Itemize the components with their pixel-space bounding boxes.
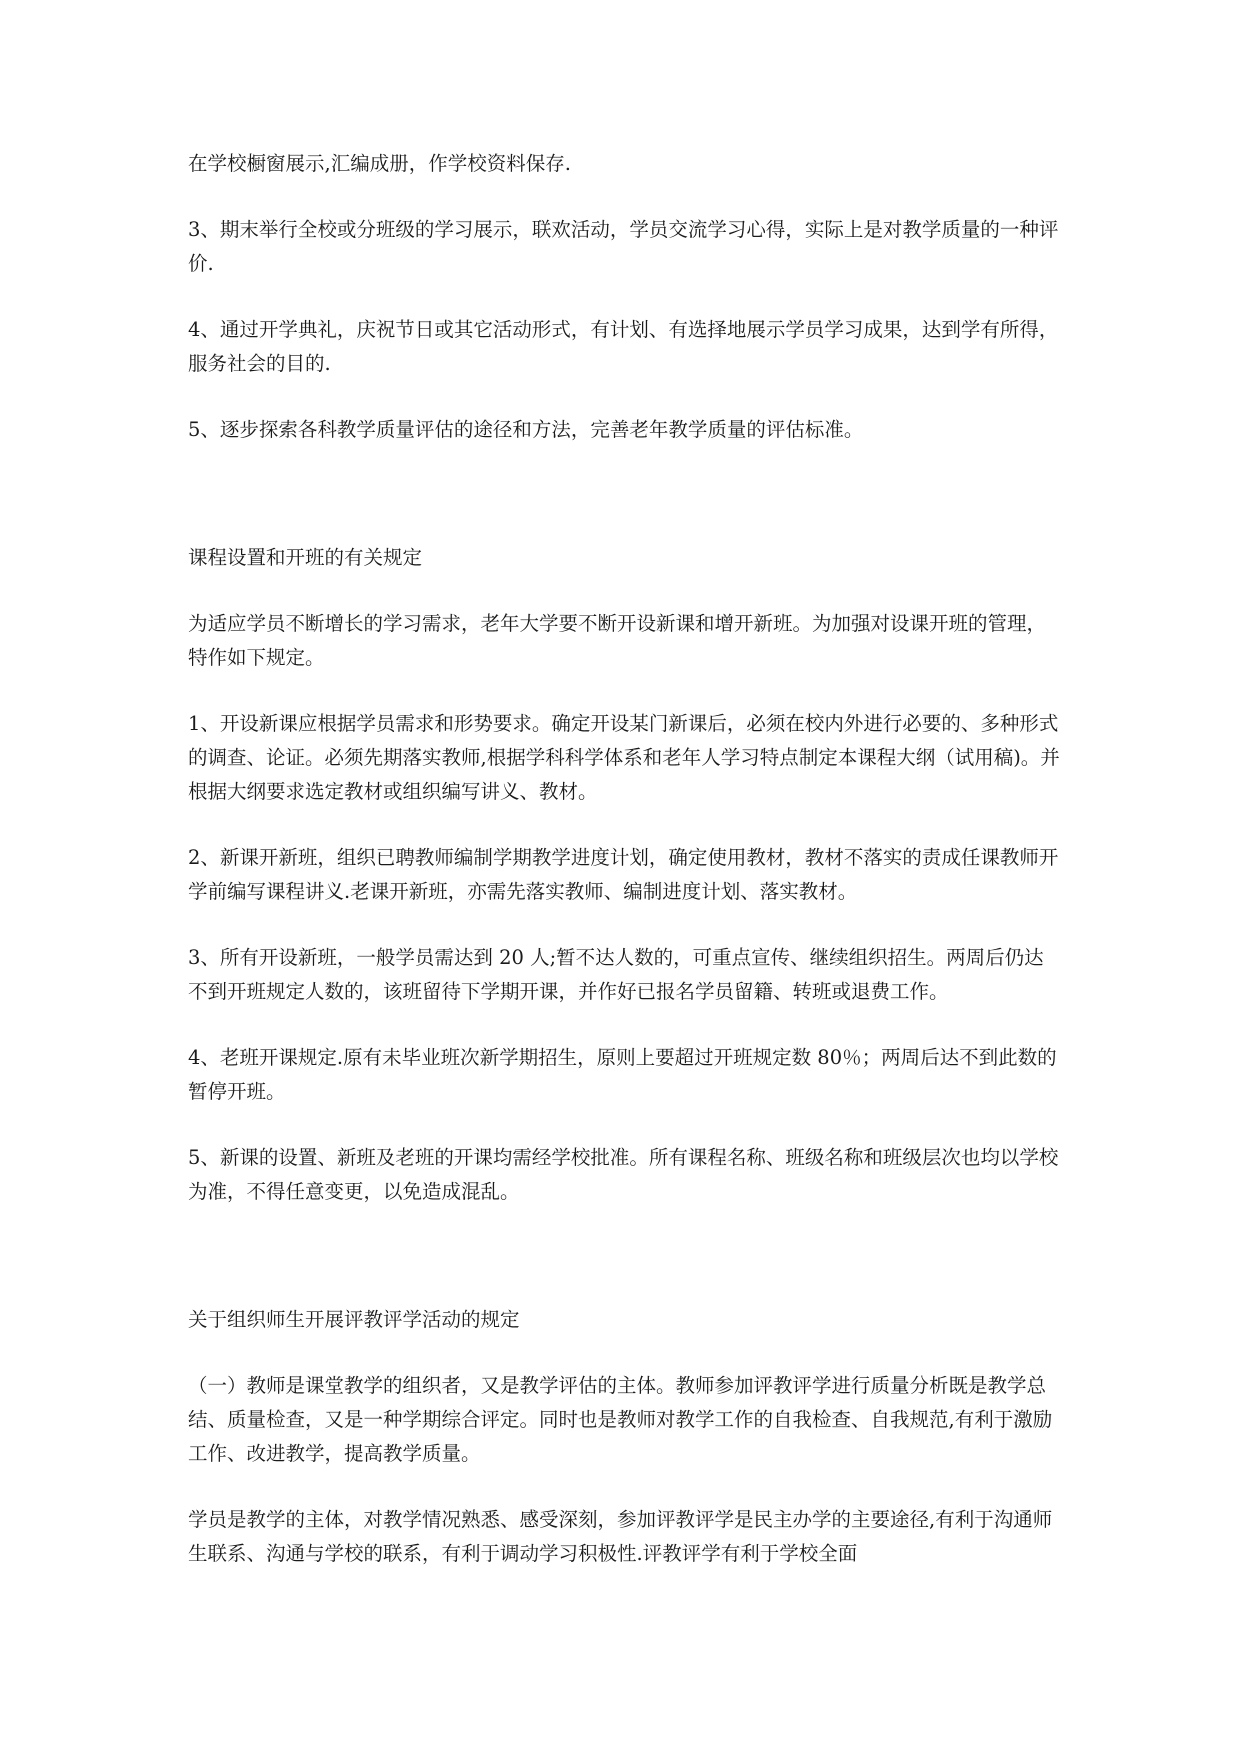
paragraph: 4、老班开课规定.原有未毕业班次新学期招生，原则上要超过开班规定数 80％；两周后达不到此数的暂停开班。	[188, 1046, 1057, 1103]
paragraph: 学员是教学的主体，对教学情况熟悉、感受深刻，参加评教评学是民主办学的主要途径,有利于沟通师生联系、沟通与学校的联系，有利于调动学习积极性.评教评学有利于学校全面	[188, 1508, 1053, 1565]
section-continuation	[188, 147, 1060, 447]
section-course-setup	[188, 541, 1060, 1209]
paragraph: 3、期末举行全校或分班级的学习展示，联欢活动，学员交流学习心得，实际上是对教学质量的一种评价.	[188, 218, 1059, 275]
section-spacer	[188, 1241, 1060, 1303]
paragraph: 2、新课开新班，组织已聘教师编制学期教学进度计划，确定使用教材，教材不落实的责成任课教师开学前编写课程讲义.老课开新班，亦需先落实教师、编制进度计划、落实教材。	[188, 846, 1059, 903]
paragraph: 在学校橱窗展示,汇编成册，作学校资料保存.	[188, 152, 571, 175]
paragraph: 5、逐步探索各科教学质量评估的途径和方法，完善老年教学质量的评估标准。	[188, 418, 864, 441]
section-spacer	[188, 479, 1060, 541]
paragraph: 5、新课的设置、新班及老班的开课均需经学校批准。所有课程名称、班级名称和班级层次也均以学校为准，不得任意变更，以免造成混乱。	[188, 1146, 1059, 1203]
paragraph: 1、开设新课应根据学员需求和形势要求。确定开设某门新课后，必须在校内外进行必要的、多种形式的调查、论证。必须先期落实教师,根据学科科学体系和老年人学习特点制定本课程大纲（试用稿)。并根据大纲要求选定教材或组织编写讲义、教材。	[188, 712, 1060, 803]
paragraph: 4、通过开学典礼，庆祝节日或其它活动形式，有计划、有选择地展示学员学习成果，达到学有所得，服务社会的目的.	[188, 318, 1059, 375]
paragraph: 为适应学员不断增长的学习需求，老年大学要不断开设新课和增开新班。为加强对设课开班的管理，特作如下规定。	[188, 612, 1047, 669]
paragraph: （一）教师是课堂教学的组织者，又是教学评估的主体。教师参加评教评学进行质量分析既是教学总结、质量检查，又是一种学期综合评定。同时也是教师对教学工作的自我检查、自我规范,有利于激励工作、改进教学，提高教学质量。	[188, 1374, 1053, 1465]
section-evaluation	[188, 1303, 1060, 1571]
document-body	[188, 147, 1060, 1603]
section-heading: 关于组织师生开展评教评学活动的规定	[188, 1308, 520, 1331]
paragraph: 3、所有开设新班，一般学员需达到 20 人;暂不达人数的，可重点宣传、继续组织招生。两周后仍达不到开班规定人数的，该班留待下学期开课，并作好已报名学员留籍、转班或退费工作。	[188, 946, 1044, 1003]
section-heading: 课程设置和开班的有关规定	[188, 546, 423, 569]
